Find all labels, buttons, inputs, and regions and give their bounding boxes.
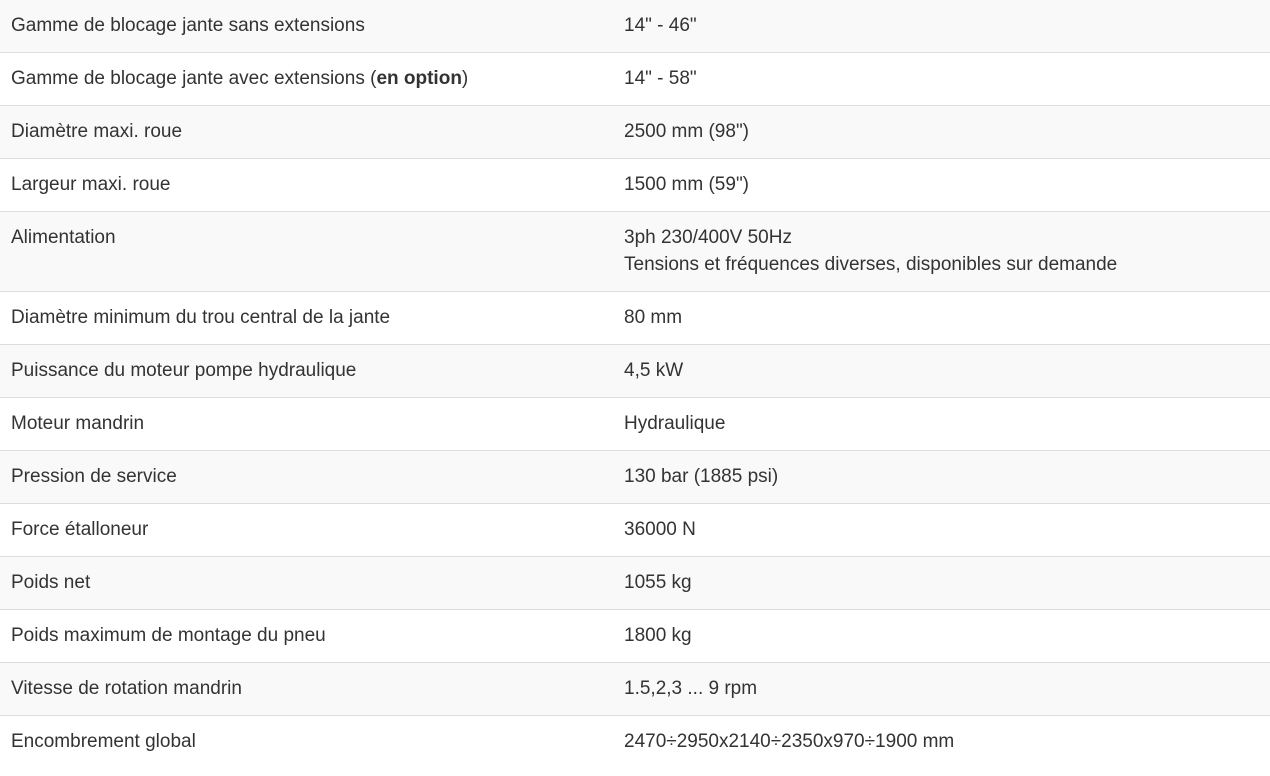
optional-badge-text: en option [376,68,462,89]
spec-value: 1800 kg [612,610,1270,663]
table-row [0,557,1270,610]
spec-label: Encombrement global [0,716,612,769]
spec-label: Vitesse de rotation mandrin [0,663,612,716]
spec-label: Pression de service [0,451,612,504]
spec-label: Diamètre minimum du trou central de la jante [0,292,612,345]
table-row [0,0,1270,53]
spec-label: Poids maximum de montage du pneu [0,610,612,663]
table-row [0,610,1270,663]
spec-value: Hydraulique [612,398,1270,451]
spec-label: Diamètre maxi. roue [0,106,612,159]
spec-value: 14" - 46" [612,0,1270,53]
spec-label: Poids net [0,557,612,610]
spec-value: 2500 mm (98") [612,106,1270,159]
spec-label-text: Gamme de blocage jante avec extensions ( [11,68,377,89]
spec-label: Largeur maxi. roue [0,159,612,212]
spec-value-line: Tensions et fréquences diverses, disponibles sur demande [624,254,1118,275]
spec-value: 14" - 58" [612,53,1270,106]
spec-label: Force étalloneur [0,504,612,557]
spec-label: Alimentation [0,212,612,292]
spec-label [0,53,612,106]
spec-label: Puissance du moteur pompe hydraulique [0,345,612,398]
spec-value: 130 bar (1885 psi) [612,451,1270,504]
spec-value: 1.5,2,3 ... 9 rpm [612,663,1270,716]
table-row [0,716,1270,769]
table-row [0,451,1270,504]
spec-value: 2470÷2950x2140÷2350x970÷1900 mm [612,716,1270,769]
table-row [0,159,1270,212]
spec-label: Gamme de blocage jante sans extensions [0,0,612,53]
table-row [0,292,1270,345]
spec-value: 1500 mm (59") [612,159,1270,212]
table-row [0,398,1270,451]
spec-value [612,212,1270,292]
table-row [0,345,1270,398]
spec-label: Moteur mandrin [0,398,612,451]
spec-value-line: 3ph 230/400V 50Hz [624,227,792,248]
table-row [0,663,1270,716]
table-row [0,106,1270,159]
spec-value: 80 mm [612,292,1270,345]
spec-label-text-end: ) [461,68,469,89]
table-row [0,212,1270,292]
table-row [0,53,1270,106]
spec-value: 4,5 kW [612,345,1270,398]
spec-value: 1055 kg [612,557,1270,610]
spec-value: 36000 N [612,504,1270,557]
table-row [0,504,1270,557]
